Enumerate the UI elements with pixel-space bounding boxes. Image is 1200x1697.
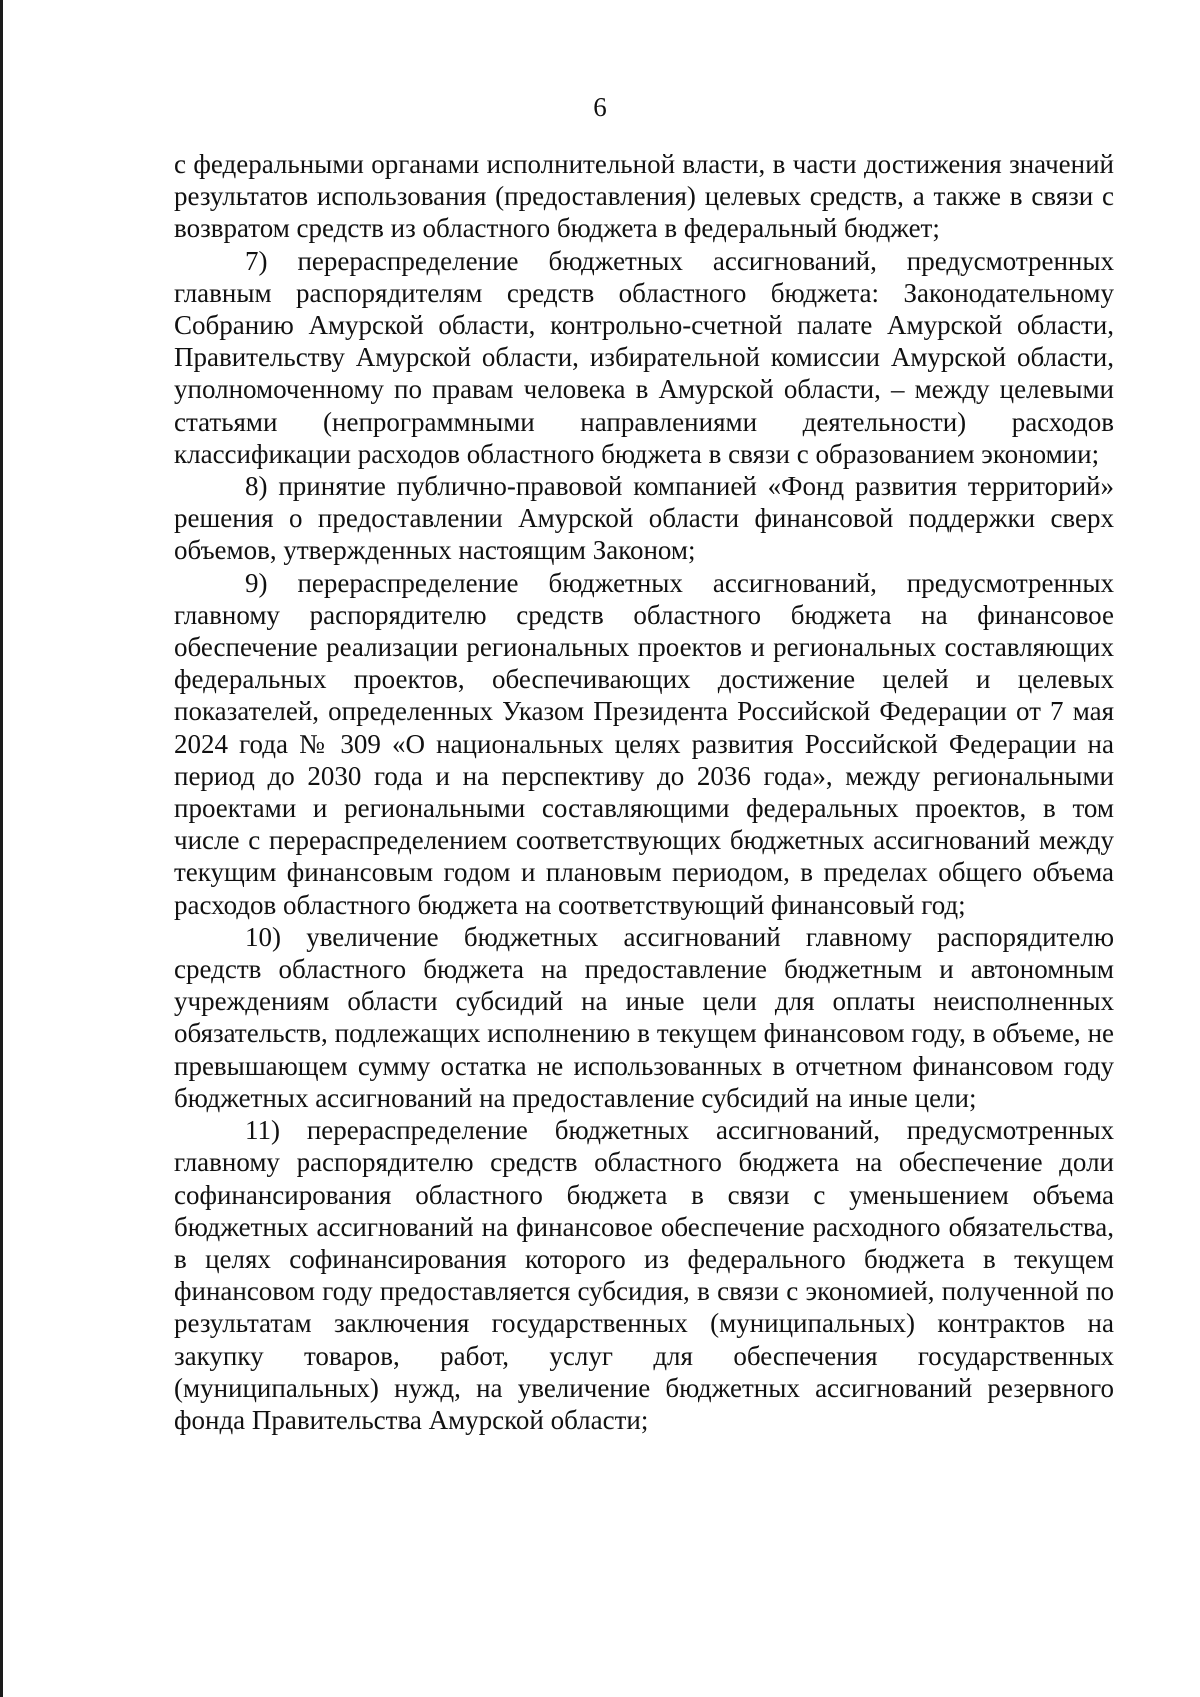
document-body [174, 148, 1114, 1436]
paragraph-item-9: 9) перераспределение бюджетных ассигнований, предусмотренных главному распорядителю средств областного бюджета на финансовое обеспечение реализации региональных проектов и региональных составляющих федеральных проектов, обеспечивающих достижение целей и целевых показателей, определенных Указом Президента Российской Федерации от 7 мая 2024 года № 309 «О национальных целях развития Российской Федерации на период до 2030 года и на перспективу до 2036 года», между региональными проектами и региональными составляющими федеральных проектов, в том числе с перераспределением соответствующих бюджетных ассигнований между текущим финансовым годом и плановым периодом, в пределах общего объема расходов областного бюджета на соответствующий финансовый год; [174, 567, 1114, 920]
page-number: 6 [593, 92, 607, 122]
scan-edge [0, 0, 3, 1697]
paragraph-item-8: 8) принятие публично-правовой компанией «Фонд развития территорий» решения о предоставлении Амурской области финансовой поддержки сверх объемов, утвержденных настоящим Законом; [174, 471, 1114, 566]
paragraph-item-10: 10) увеличение бюджетных ассигнований главному распорядителю средств областного бюджета на предоставление бюджетным и автономным учреждениям области субсидий на иные цели для оплаты неисполненных обязательств, подлежащих исполнению в текущем финансовом году, в объеме, не превышающем сумму остатка не использованных в отчетном финансовом году бюджетных ассигнований на предоставление субсидий на иные цели; [174, 921, 1114, 1113]
paragraph-item-11: 11) перераспределение бюджетных ассигнований, предусмотренных главному распорядителю средств областного бюджета на обеспечение доли софинансирования областного бюджета в связи с уменьшением объема бюджетных ассигнований на финансовое обеспечение расходного обязательства, в целях софинансирования которого из федерального бюджета в текущем финансовом году предоставляется субсидия, в связи с экономией, полученной по результатам заключения государственных (муниципальных) контрактов на закупку товаров, работ, услуг для обеспечения государственных (муниципальных) нужд, на увеличение бюджетных ассигнований резервного фонда Правительства Амурской области; [174, 1115, 1114, 1435]
paragraph-continuation: с федеральными органами исполнительной власти, в части достижения значений результатов использования (предоставления) целевых средств, а также в связи с возвратом средств из областного бюджета в федеральный бюджет; [174, 149, 1114, 244]
paragraph-item-7: 7) перераспределение бюджетных ассигнований, предусмотренных главным распорядителям средств областного бюджета: Законодательному Собранию Амурской области, контрольно-счетной палате Амурской области, Правительству Амурской области, избирательной комиссии Амурской области, уполномоченному по правам человека в Амурской области, – между целевыми статьями (непрограммными направлениями деятельности) расходов классификации расходов областного бюджета в связи с образованием экономии; [174, 245, 1114, 469]
